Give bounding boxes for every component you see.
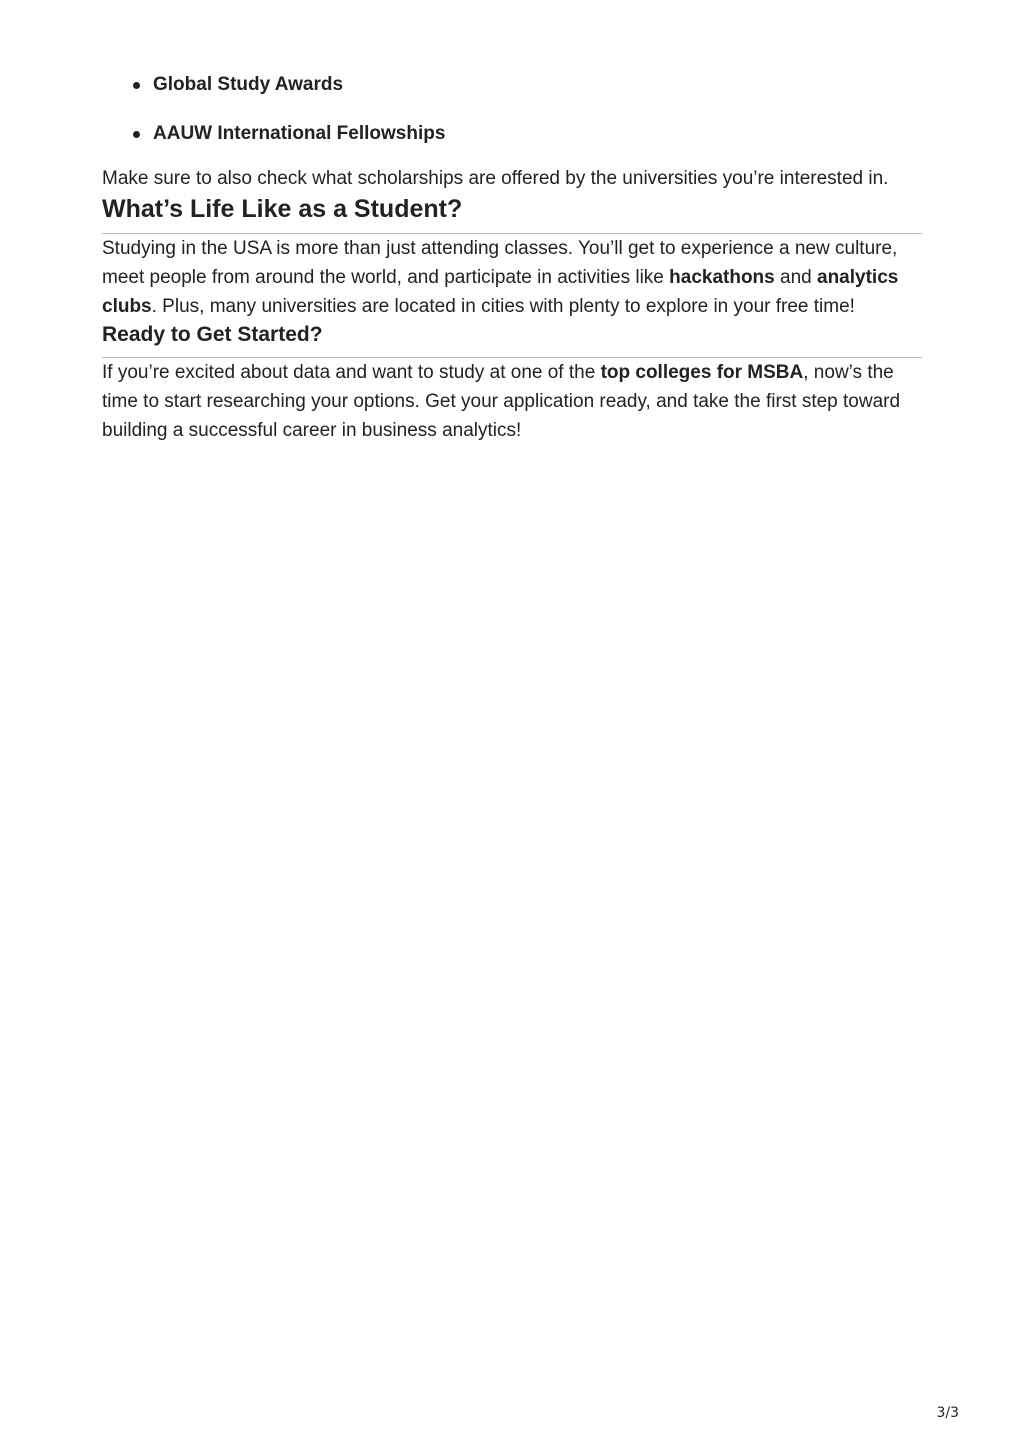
get-started-paragraph [102,358,922,445]
bold-term-top-colleges: top colleges for MSBA [600,362,804,383]
scholarship-note: Make sure to also check what scholarships are offered by the universities you’re interested in. [102,168,889,189]
paragraph-text: and [774,267,817,288]
award-label: Global Study Awards [153,74,344,95]
paragraph-text: If you’re excited about data and want to study at one of the [102,362,601,383]
paragraph-text: Studying in the USA is more than just attending classes. You’ll get to experience a new culture, meet people from around the world, and participate in activities like [102,238,898,288]
page-content [102,70,922,445]
student-life-paragraph [102,234,922,321]
page-number: 3/3 [936,1405,959,1421]
bullet-icon [133,131,140,138]
bold-term-hackathons: hackathons [669,267,775,288]
award-label: AAUW International Fellowships [153,123,446,144]
paragraph-text: , now’s the time to start researching your options. Get your application ready, and take the first step toward building a successful career in business analytics! [102,362,901,441]
section-heading-get-started: Ready to Get Started? [102,321,922,358]
section-heading-student-life: What’s Life Like as a Student? [102,193,922,234]
awards-list [102,70,922,149]
bold-term-analytics-clubs: analytics clubs [102,267,899,317]
list-item [102,119,922,149]
paragraph-text: . Plus, many universities are located in cities with plenty to explore in your free time! [151,296,855,317]
bullet-icon [133,82,140,89]
list-item [102,70,922,100]
